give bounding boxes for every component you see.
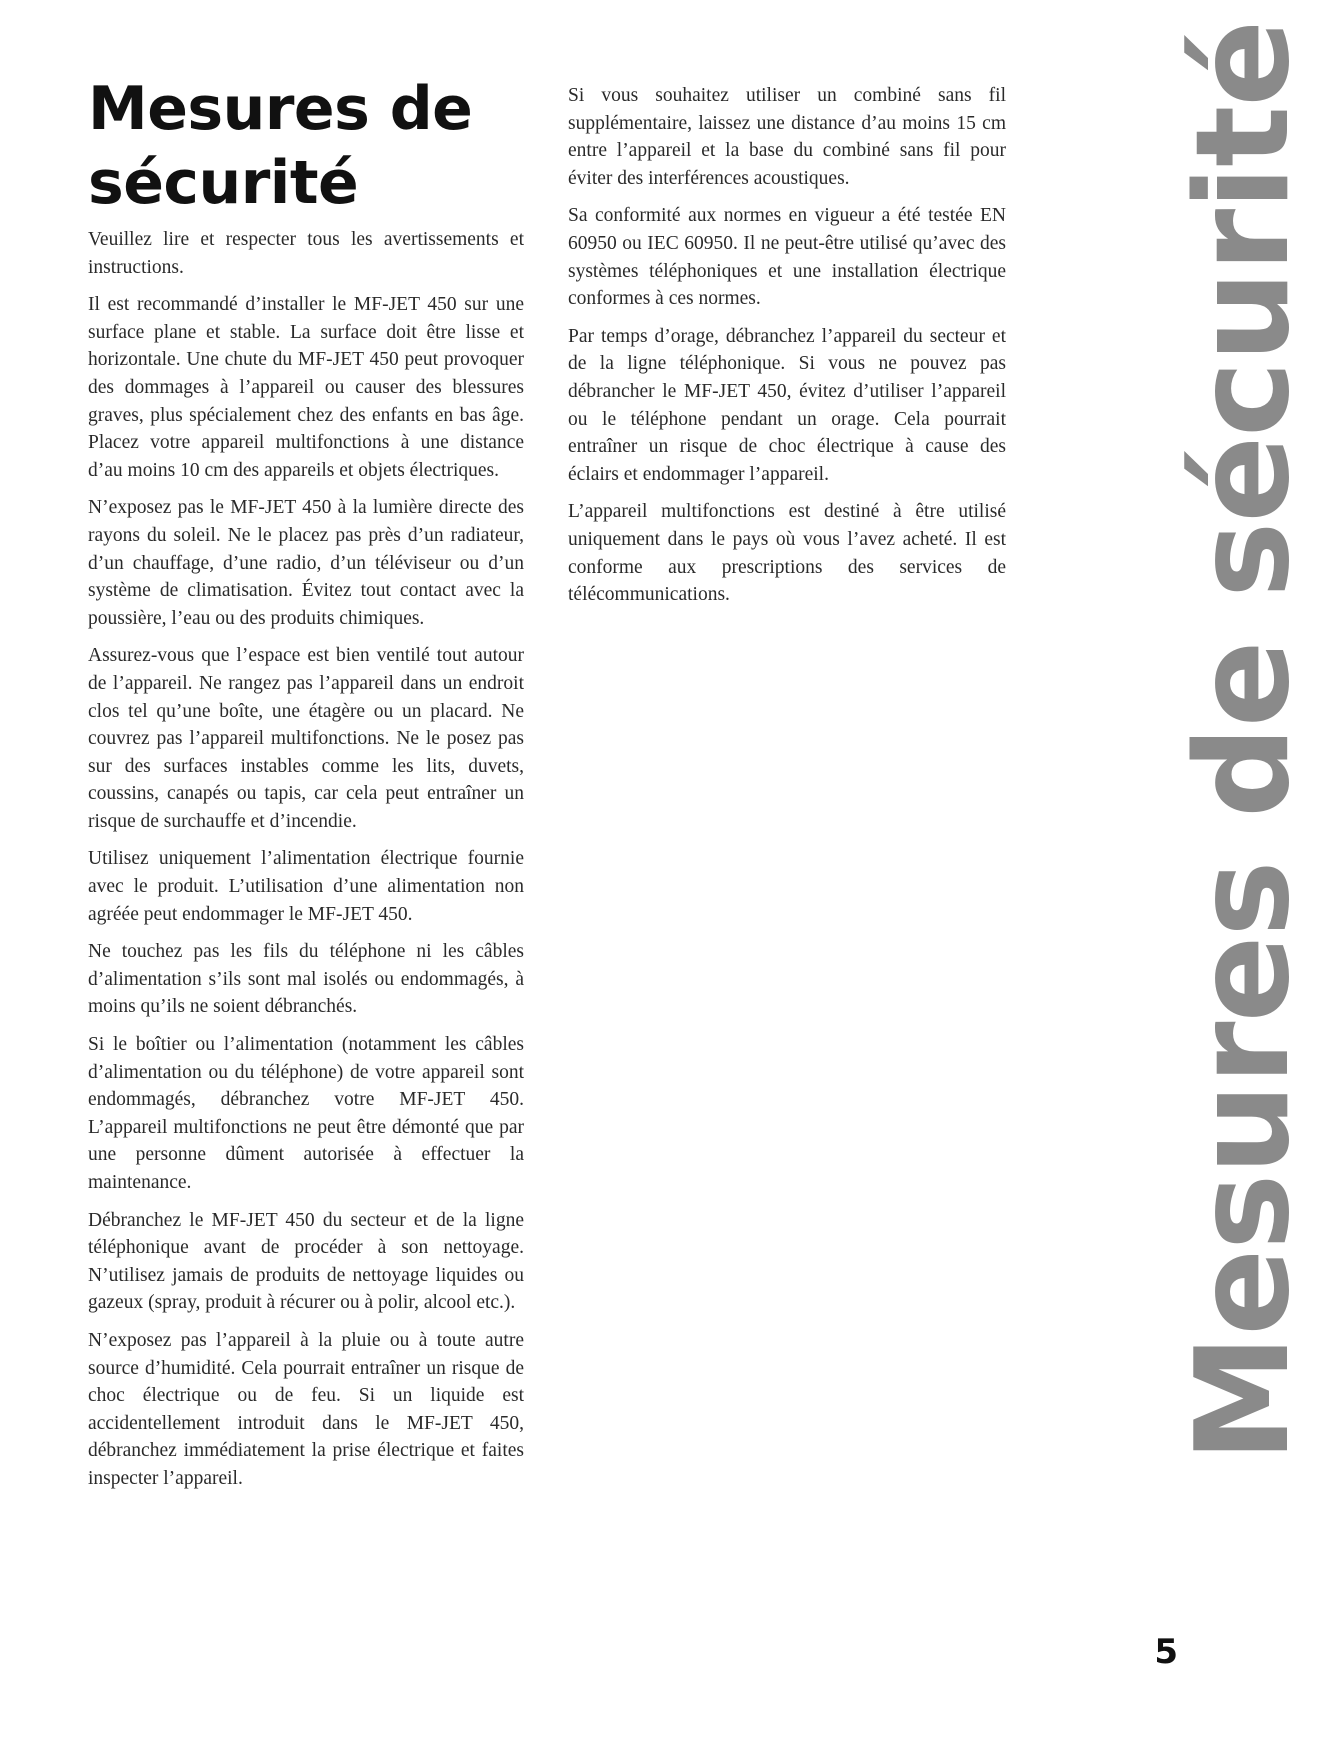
paragraph-country-use: L’appareil multifonctions est destiné à être utilisé uniquement dans le pays où vous l’avez acheté. Il est conforme aux prescriptions des services de télécommunications. [568, 501, 1006, 606]
paragraph-conformity: Sa conformité aux normes en vigueur a été testée EN 60950 ou IEC 60950. Il ne peut-être utilisé qu’avec des systèmes téléphoniques et une installation électrique conformes à ces normes. [568, 205, 1006, 310]
paragraph-installation-surface: Il est recommandé d’installer le MF-JET 450 sur une surface plane et stable. La surface doit être lisse et horizontale. Une chute du MF-JET 450 peut provoquer des dommages à l’appareil ou causer des blessures graves, plus spécialement chez des enfants en bas âge. Placez votre appareil multifonctions à une distance d’au moins 10 cm des appareils et objets électriques. [88, 294, 524, 481]
page-title-line-2: sécurité [88, 148, 359, 218]
paragraph-damaged-housing: Si le boîtier ou l’alimentation (notamment les câbles d’alimentation ou du téléphone) de votre appareil sont endommagés, débranchez votre MF-JET 450. L’appareil multifonctions ne peut être démonté que par une personne dûment autorisée à effectuer la maintenance. [88, 1034, 524, 1193]
vertical-section-title: Mesures de sécurité [1169, 20, 1318, 1462]
paragraph-ventilation: Assurez-vous que l’espace est bien ventilé tout autour de l’appareil. Ne rangez pas l’appareil dans un endroit clos tel qu’une boîte, une étagère ou un placard. Ne couvrez pas l’appareil multifonctions. Ne le posez pas sur des surfaces instables comme les lits, duvets, coussins, canapés ou tapis, car cela peut entraîner un risque de surchauffe et d’incendie. [88, 645, 524, 832]
paragraph-sunlight-heat: N’exposez pas le MF-JET 450 à la lumière directe des rayons du soleil. Ne le placez pas près d’un radiateur, d’un chauffage, d’une radio, d’un téléviseur ou d’un système de climatisation. Évitez tout contact avec la poussière, l’eau ou des produits chimiques. [88, 497, 524, 629]
paragraph-damaged-cables: Ne touchez pas les fils du téléphone ni les câbles d’alimentation s’ils sont mal isolés ou endommagés, à moins qu’ils ne soient débranchés. [88, 941, 524, 1018]
paragraph-read-instructions: Veuillez lire et respecter tous les avertissements et instructions. [88, 229, 524, 278]
paragraph-cordless-handset: Si vous souhaitez utiliser un combiné sans fil supplémentaire, laissez une distance d’au moins 15 cm entre l’appareil et la base du combiné sans fil pour éviter des interférences acoustiques. [568, 85, 1006, 189]
paragraph-cleaning: Débranchez le MF-JET 450 du secteur et de la ligne téléphonique avant de procéder à son nettoyage. N’utilisez jamais de produits de nettoyage liquides ou gazeux (spray, produit à récurer ou à polir, alcool etc.). [88, 1209, 524, 1314]
right-column [568, 82, 1006, 619]
paragraph-thunderstorm: Par temps d’orage, débranchez l’appareil du secteur et de la ligne téléphonique. Si vous ne pouvez pas débrancher le MF-JET 450, évitez d’utiliser l’appareil ou le téléphone pendant un orage. Cela pourrait entraîner un risque de choc électrique à cause des éclairs et endommager l’appareil. [568, 325, 1006, 485]
paragraph-moisture: N’exposez pas l’appareil à la pluie ou à toute autre source d’humidité. Cela pourrait entraîner un risque de choc électrique ou de feu. Si un liquide est accidentellement introduit dans le MF-JET 450, débranchez immédiatement la prise électrique et faites inspecter l’appareil. [88, 1329, 524, 1489]
page-title [88, 72, 548, 220]
page-number: 5 [1154, 1632, 1178, 1672]
page-title-line-1: Mesures de [88, 74, 473, 144]
paragraph-power-supply: Utilisez uniquement l’alimentation électrique fournie avec le produit. L’utilisation d’une alimentation non agréée peut endommager le MF-JET 450. [88, 848, 524, 925]
left-column [88, 226, 524, 1503]
